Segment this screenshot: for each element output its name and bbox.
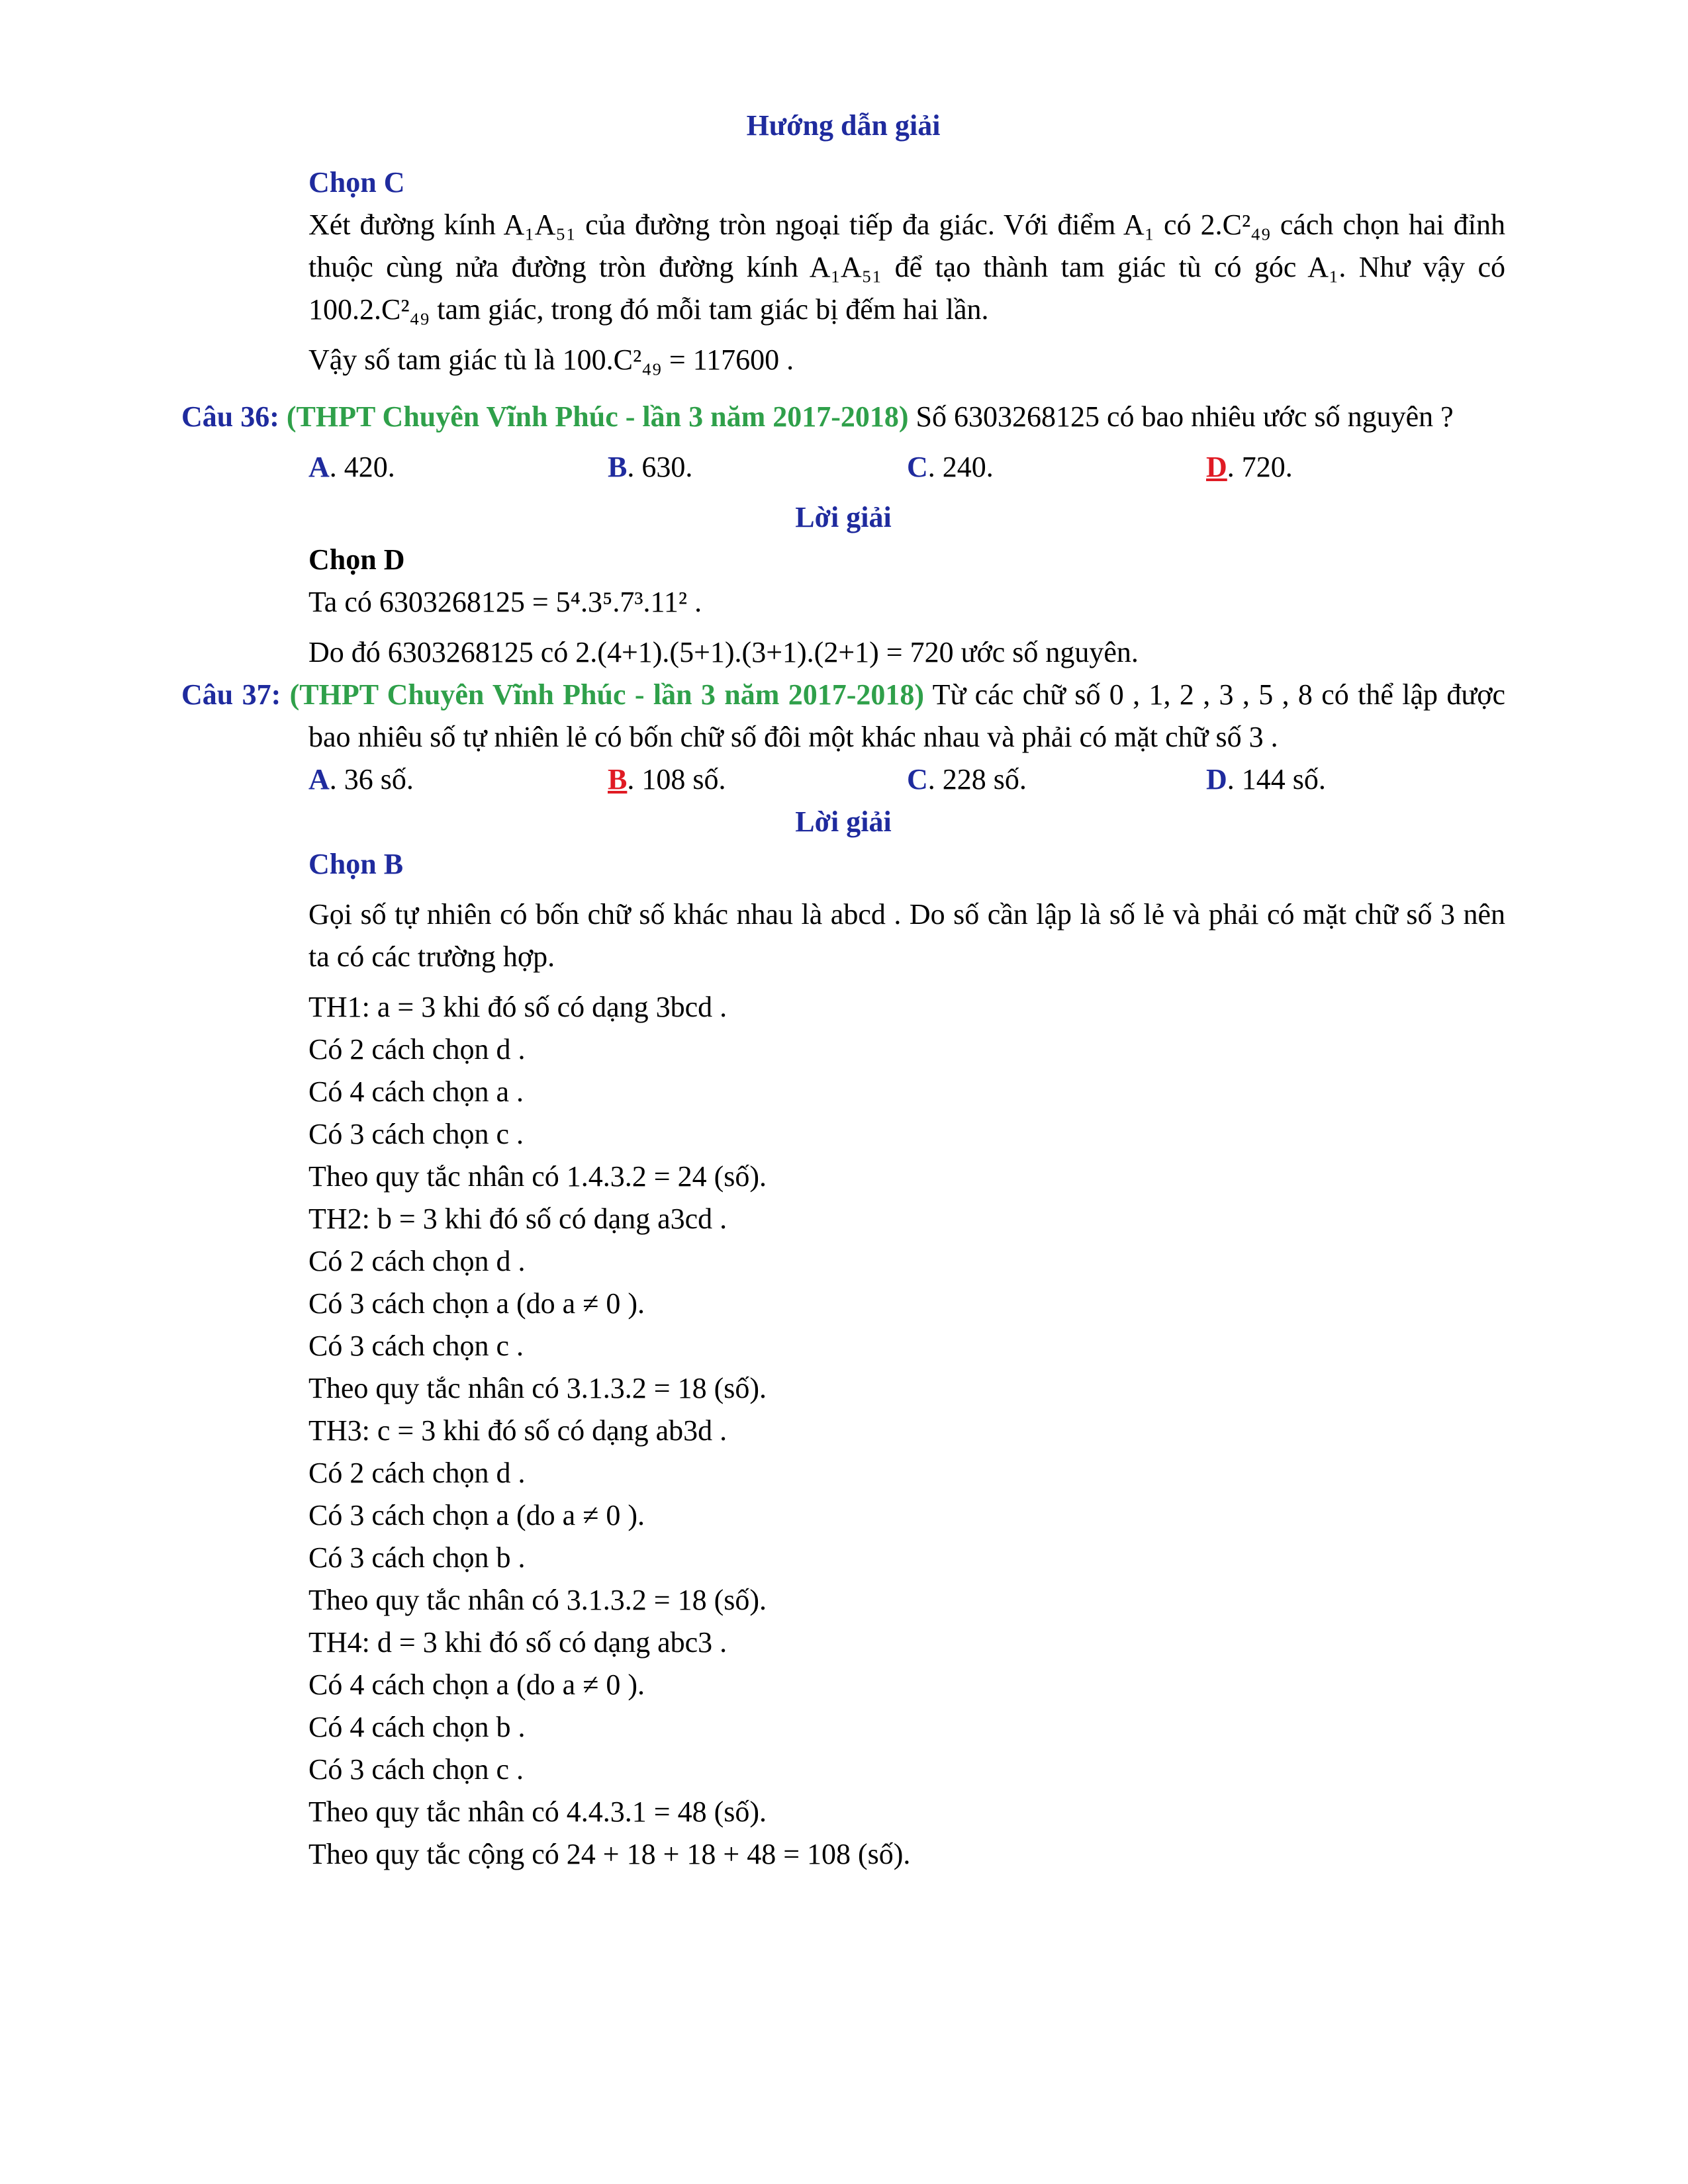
case-line: Có 4 cách chọn a .: [308, 1075, 524, 1108]
case-line: Có 2 cách chọn d .: [308, 1245, 526, 1277]
q37-option-a: A. 36 số.: [308, 763, 414, 796]
q36-option-a: A. 420.: [308, 451, 395, 483]
case-line: Theo quy tắc nhân có 3.1.3.2 = 18 (số).: [308, 1584, 767, 1616]
q37-choose: Chọn B: [308, 848, 404, 880]
q36-source: (THPT Chuyên Vĩnh Phúc - lần 3 năm 2017-2018): [286, 400, 909, 433]
case-line: Theo quy tắc nhân có 3.1.3.2 = 18 (số).: [308, 1372, 767, 1404]
q37-option-b: B. 108 số.: [608, 763, 726, 796]
q37-source: (THPT Chuyên Vĩnh Phúc - lần 3 năm 2017-2018): [289, 678, 925, 711]
question-36: [181, 396, 1505, 674]
case-line: Có 2 cách chọn d .: [308, 1033, 526, 1066]
q36-option-c: C. 240.: [907, 451, 994, 483]
q37-intro: Gọi số tự nhiên có bốn chữ số khác nhau là abcd . Do số cần lập là số lẻ và phải có mặt chữ số 3 nên ta có các trường hợp.: [308, 898, 1505, 973]
prev-choose: Chọn C: [308, 166, 405, 199]
case-line: Theo quy tắc nhân có 4.4.3.1 = 48 (số).: [308, 1796, 767, 1828]
case-line: Theo quy tắc nhân có 1.4.3.2 = 24 (số).: [308, 1160, 767, 1193]
q37-solution-title: Lời giải: [795, 805, 892, 838]
case-line: Có 4 cách chọn b .: [308, 1711, 526, 1743]
prev-solution: [308, 161, 1505, 381]
content: [181, 105, 1505, 1876]
case-line: Có 2 cách chọn d .: [308, 1457, 526, 1489]
q36-choose: Chọn D: [308, 543, 405, 576]
case-line: Theo quy tắc cộng có 24 + 18 + 18 + 48 = 108 (số).: [308, 1838, 911, 1870]
q36-line-1: Ta có 6303268125 = 5⁴.3⁵.7³.11² .: [308, 586, 702, 618]
case-line: Có 3 cách chọn b .: [308, 1541, 526, 1574]
q36-solution-title: Lời giải: [795, 501, 892, 533]
solution-heading: Hướng dẫn giải: [746, 109, 941, 142]
q36-label: Câu 36:: [181, 400, 279, 433]
case-line: Có 3 cách chọn a (do a ≠ 0 ).: [308, 1499, 645, 1531]
case-line: Có 3 cách chọn c .: [308, 1118, 524, 1150]
case-line: TH2: b = 3 khi đó số có dạng a3cd .: [308, 1203, 727, 1235]
prev-line-1: Xét đường kính A₁A₅₁ của đường tròn ngoại tiếp đa giác. Với điểm A₁ có 2.C²₄₉ cách chọn hai đỉnh thuộc cùng nửa đường tròn đường kính A₁A₅₁ để tạo thành tam giác tù có góc A₁. Như vậy có 100.2.C²₄₉ tam giác, trong đó mỗi tam giác bị đếm hai lần.: [308, 208, 1505, 326]
prev-line-2: Vậy số tam giác tù là 100.C²₄₉ = 117600 .: [308, 343, 794, 376]
q37-label: Câu 37:: [181, 678, 281, 711]
q37-options: [308, 758, 1505, 801]
case-line: Có 3 cách chọn c .: [308, 1330, 524, 1362]
q36-options: [308, 446, 1505, 488]
case-line: TH1: a = 3 khi đó số có dạng 3bcd .: [308, 991, 727, 1023]
case-line: Có 3 cách chọn a (do a ≠ 0 ).: [308, 1287, 645, 1320]
question-37: [181, 674, 1505, 1876]
q37-option-d: D. 144 số.: [1206, 763, 1326, 796]
q36-line-2: Do đó 6303268125 có 2.(4+1).(5+1).(3+1).(2+1) = 720 ước số nguyên.: [308, 636, 1139, 668]
q36-option-d: D. 720.: [1206, 451, 1293, 483]
q37-text: Từ các chữ số 0 , 1, 2 , 3 , 5 , 8 có thể lập được bao nhiêu số tự nhiên lẻ có bốn chữ số đôi một khác nhau và phải có mặt chữ số 3 .: [308, 678, 1505, 753]
case-line: Có 4 cách chọn a (do a ≠ 0 ).: [308, 1668, 645, 1701]
q37-cases: [308, 986, 1505, 1876]
case-line: Có 3 cách chọn c .: [308, 1753, 524, 1786]
q36-option-b: B. 630.: [608, 451, 693, 483]
case-line: TH3: c = 3 khi đó số có dạng ab3d .: [308, 1414, 727, 1447]
q37-option-c: C. 228 số.: [907, 763, 1027, 796]
q36-text: Số 6303268125 có bao nhiêu ước số nguyên ?: [915, 400, 1454, 433]
case-line: TH4: d = 3 khi đó số có dạng abc3 .: [308, 1626, 727, 1659]
